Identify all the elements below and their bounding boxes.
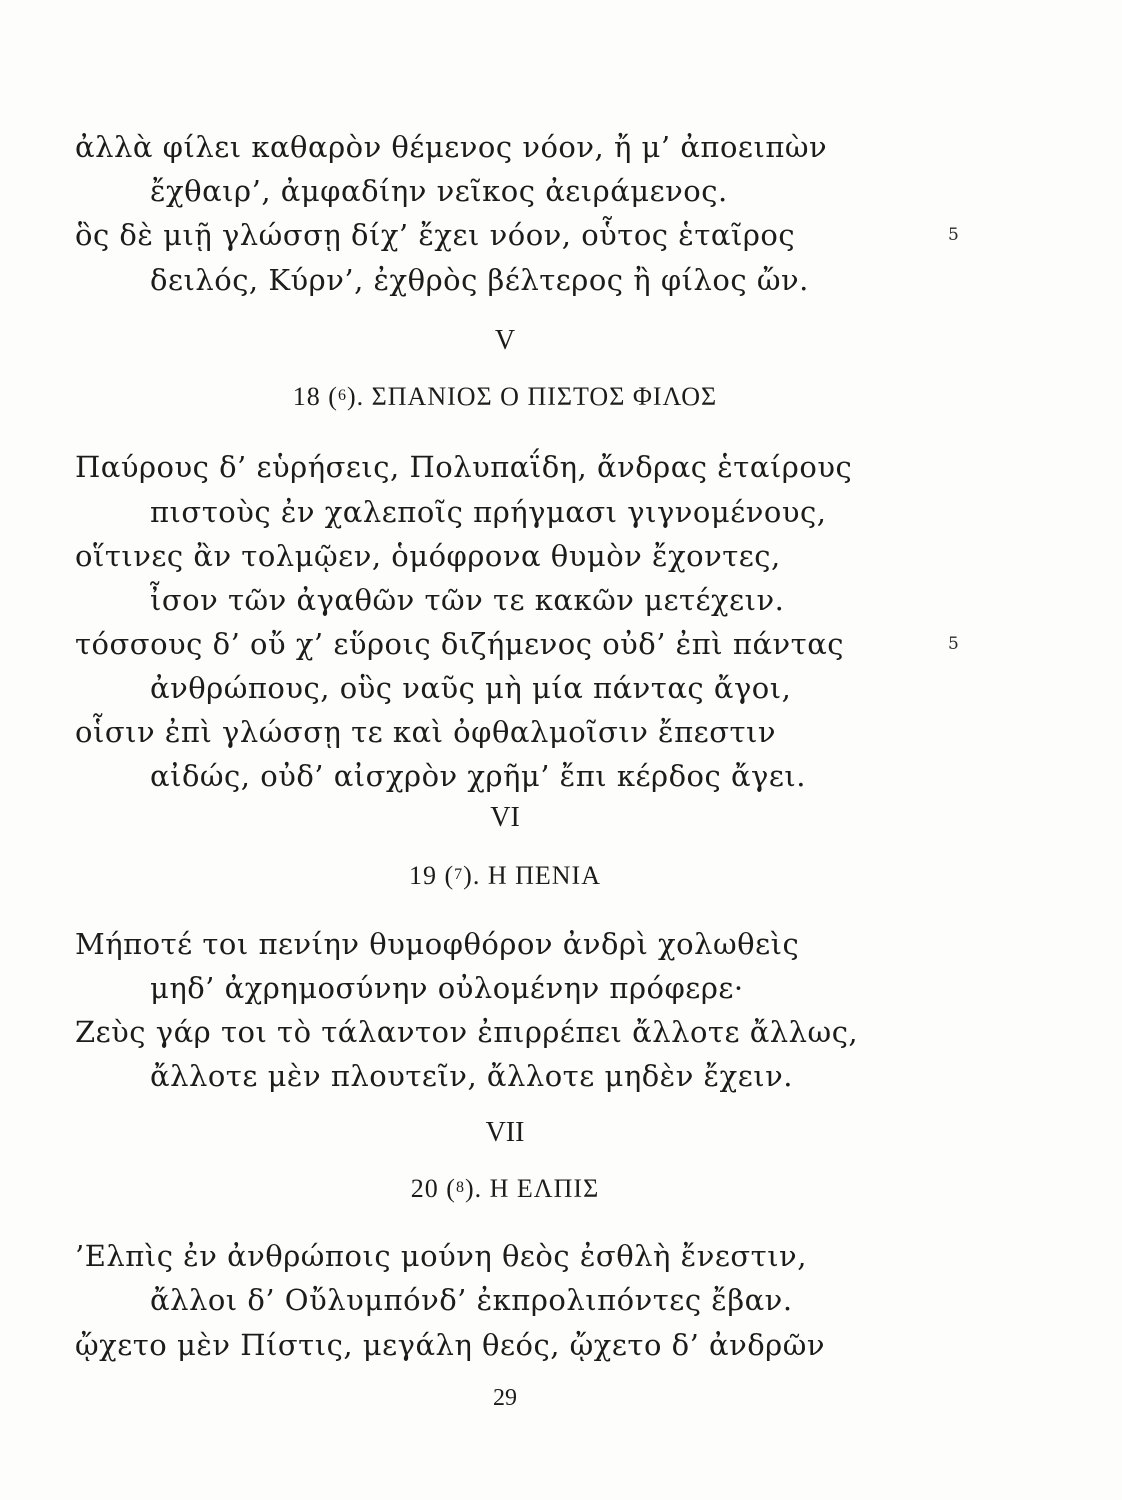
verse-line: ἄλλοι δ’ Οὔλυμπόνδ’ ἐκπρολιπόντες ἔβαν. <box>150 1283 793 1317</box>
verse-line: πιστοὺς ἐν χαλεποῖς πρήγμασι γιγνομένους, <box>150 495 827 529</box>
poem-number: 20 <box>410 1174 439 1203</box>
verse-line: ᾤχετο μὲν Πίστις, μεγάλη θεός, ᾤχετο δ’ ἀνδρῶν <box>75 1328 826 1362</box>
section-heading: 19 ($^7$). Η ΠΕΝΙΑ <box>409 861 601 890</box>
verse-line: τόσσους δ’ οὔ χ’ εὕροις διζήμενος οὐδ’ ἐπὶ πάντας <box>75 627 845 661</box>
section-title: ΣΠΑΝΙΟΣ Ο ΠΙΣΤΟΣ ΦΙΛΟΣ <box>371 382 718 411</box>
section-roman-numeral: VII <box>485 1117 525 1148</box>
verse-line: μηδ’ ἀχρημοσύνην οὐλομένην πρόφερε· <box>150 971 744 1005</box>
poem-reference: 6 <box>337 387 347 404</box>
verse-line: Παύρους δ’ εὑρήσεις, Πολυπαΐδη, ἄνδρας ἑταίρους <box>75 450 853 484</box>
verse-line: ’Ελπὶς ἐν ἀνθρώποις μούνη θεὸς ἐσθλὴ ἔνεστιν, <box>75 1239 807 1273</box>
section-title: Η ΠΕΝΙΑ <box>487 861 601 890</box>
poem-reference: 7 <box>454 866 464 883</box>
line-number: 5 <box>948 225 959 245</box>
line-number: 5 <box>948 634 959 654</box>
verse-line: ἔχθαιρ’, ἀμφαδίην νεῖκος ἀειράμενος. <box>150 174 728 208</box>
poem-number: 18 <box>292 382 321 411</box>
section-heading: 20 ($^8$). Η ΕΛΠΙΣ <box>410 1174 600 1203</box>
verse-line: Ζεὺς γάρ τοι τὸ τάλαντον ἐπιρρέπει ἄλλοτε ἄλλως, <box>75 1015 859 1049</box>
section-roman-numeral: VI <box>490 802 520 833</box>
verse-line: οἷσιν ἐπὶ γλώσσῃ τε καὶ ὀφθαλμοῖσιν ἔπεστιν <box>75 715 777 749</box>
verse-line: ἄλλοτε μὲν πλουτεῖν, ἄλλοτε μηδὲν ἔχειν. <box>150 1059 793 1093</box>
verse-line: ἀνθρώπους, οὓς ναῦς μὴ μία πάντας ἄγοι, <box>150 671 792 705</box>
page-number: 29 <box>493 1385 517 1411</box>
verse-line: ἀλλὰ φίλει καθαρὸν θέμενος νόον, ἤ μ’ ἀποειπὼν <box>75 130 828 164</box>
section-title: Η ΕΛΠΙΣ <box>489 1174 600 1203</box>
poem-number: 19 <box>409 861 437 890</box>
verse-line: ἶσον τῶν ἀγαθῶν τῶν τε κακῶν μετέχειν. <box>150 583 785 617</box>
verse-line: Μήποτέ τοι πενίην θυμοφθόρον ἀνδρὶ χολωθεὶς <box>75 927 800 961</box>
verse-line: ὃς δὲ μιῇ γλώσσῃ δίχ’ ἔχει νόον, οὗτος ἑταῖρος <box>75 218 796 252</box>
verse-line: δειλός, Κύρν’, ἐχθρὸς βέλτερος ἢ φίλος ὤν. <box>150 263 809 297</box>
section-roman-numeral: V <box>494 325 516 356</box>
verse-line: αἰδώς, οὐδ’ αἰσχρὸν χρῆμ’ ἔπι κέρδος ἄγει. <box>150 759 806 793</box>
section-heading: 18 ($^6$). ΣΠΑΝΙΟΣ Ο ΠΙΣΤΟΣ ΦΙΛΟΣ <box>292 382 718 411</box>
poem-reference: 8 <box>455 1179 465 1196</box>
verse-line: οἵτινες ἂν τολμῷεν, ὁμόφρονα θυμὸν ἔχοντες, <box>75 539 781 573</box>
